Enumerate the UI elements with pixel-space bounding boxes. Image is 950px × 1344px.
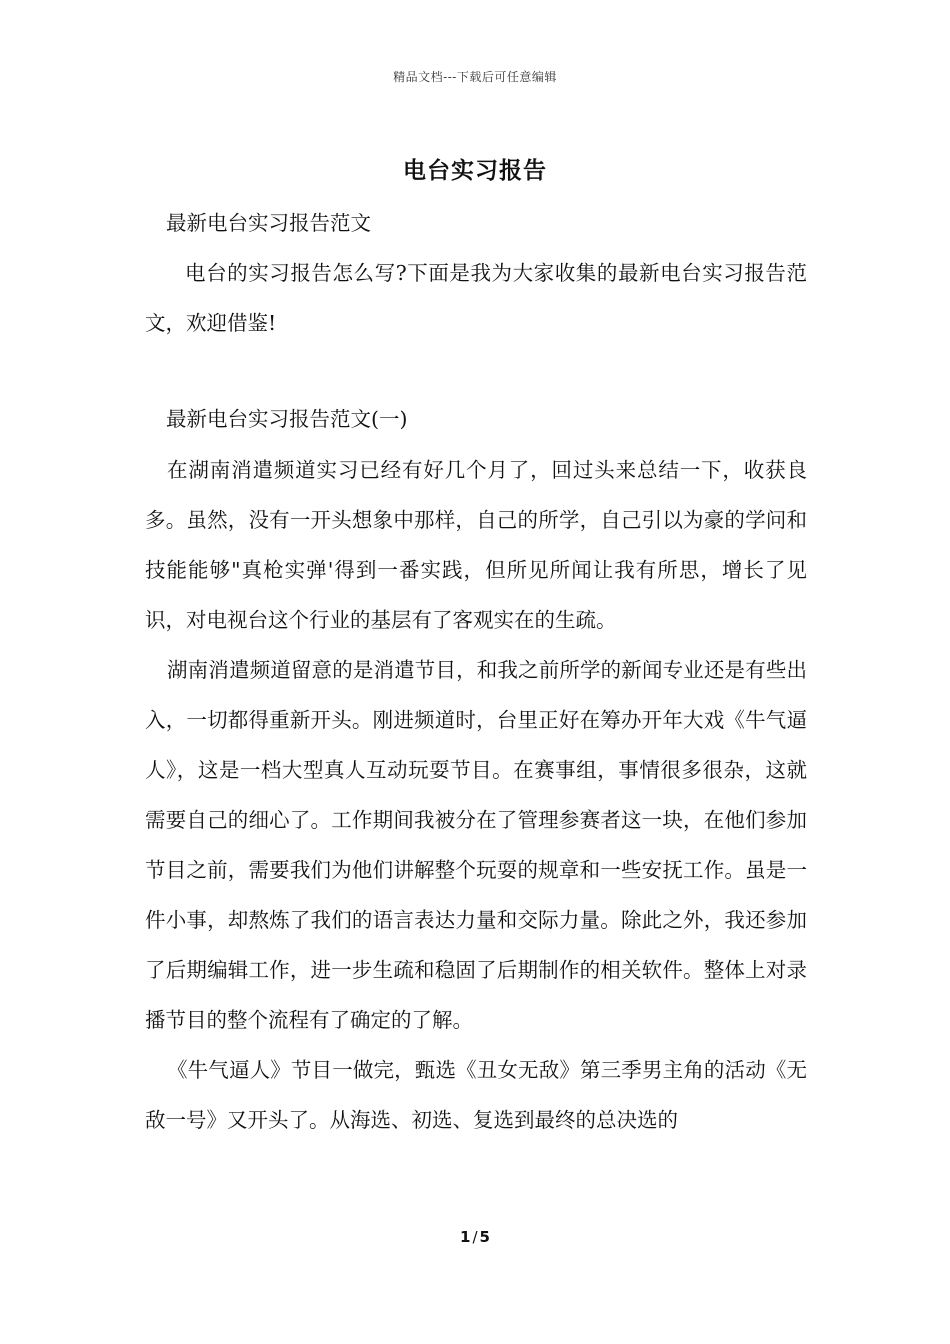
paragraph-2: 湖南消遣频道留意的是消遣节目，和我之前所学的新闻专业还是有些出入，一切都得重新开头。刚进频道时，台里正好在筹办开年大戏《牛气逼人》，这是一档大型真人互动玩耍节目。在赛事组，事情很多很杂，这就需要自己的细心了。工作期间我被分在了管理参赛者这一块，在他们参加节目之前，需要我们为他们讲解整个玩耍的规章和一些安抚工作。虽是一件小事，却熬炼了我们的语言表达力量和交际力量。除此之外，我还参加了后期编辑工作，进一步生疏和稳固了后期制作的相关软件。整体上对录播节目的整个流程有了确定的了解。 — [145, 658, 807, 1032]
page-separator: / — [472, 1228, 478, 1246]
paragraph-1: 在湖南消遣频道实习已经有好几个月了，回过头来总结一下，收获良多。虽然，没有一开头想象中那样，自己的所学，自己引以为豪的学问和技能能够"真枪实弹'得到一番实践，但所见所闻让我有所思，增长了见识，对电视台这个行业的基层有了客观实在的生疏。 — [145, 458, 807, 632]
header-note: 精品文档---下载后可任意编辑 — [393, 70, 557, 84]
body-block — [145, 445, 807, 1145]
page-current: 1 — [460, 1228, 471, 1246]
page-number — [0, 1228, 950, 1246]
subtitle-latest-report: 最新电台实习报告范文 — [166, 211, 371, 235]
intro-block — [145, 248, 807, 348]
intro-paragraph: 电台的实习报告怎么写?下面是我为大家收集的最新电台实习报告范文，欢迎借鉴! — [145, 261, 807, 335]
subtitle-report-one: 最新电台实习报告范文(一) — [166, 407, 408, 431]
paragraph-3: 《牛气逼人》节目一做完，甄选《丑女无敌》第三季男主角的活动《无敌一号》又开头了。从海选、初选、复选到最终的总决选的 — [145, 1058, 807, 1132]
page-total: 5 — [479, 1228, 490, 1246]
document-title: 电台实习报告 — [403, 157, 547, 184]
